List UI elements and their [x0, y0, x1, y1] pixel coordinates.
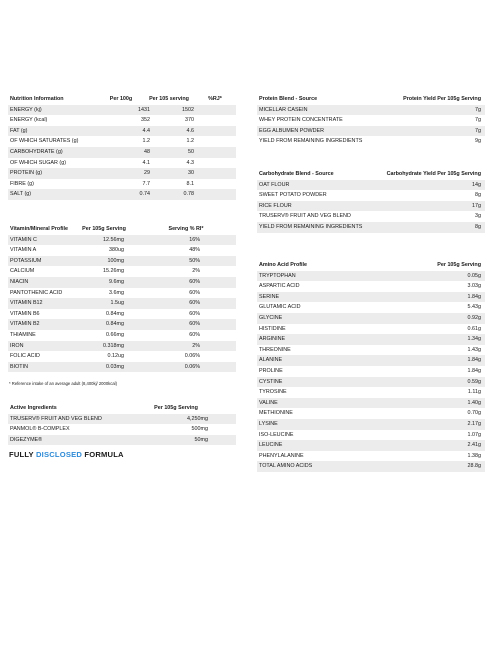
protein-row-label: EGG ALBUMEN POWDER [259, 127, 324, 134]
active-row-label: TRUSERV® FRUIT AND VEG BLEND [10, 415, 102, 422]
vitamins-row-value: 48% [189, 247, 200, 254]
carbs-row-label: RICE FLOUR [259, 202, 292, 209]
active-header-cell: Active Ingredients [10, 405, 57, 411]
amino-row-value: 1.11g [467, 389, 481, 396]
carbs-row [257, 201, 485, 212]
nutrition-row-value: 352 [141, 117, 150, 124]
nutrition-table [8, 94, 236, 200]
vitamins-row-value: 3.6mg [109, 289, 124, 296]
carbs-header-row [257, 169, 485, 180]
carbs-header-cell: Carbohydrate Yield Per 105g Serving [386, 171, 481, 177]
amino-row [257, 271, 485, 282]
amino-row-value: 1.07g [467, 431, 481, 438]
amino-row-label: VALINE [259, 399, 278, 406]
protein-header-row [257, 94, 485, 105]
amino-row [257, 313, 485, 324]
amino-row-value: 3.03g [467, 283, 481, 290]
nutrition-row-label: FIBRE (g) [10, 180, 34, 187]
active-row [8, 424, 236, 435]
vitamins-row-value: 0.318mg [103, 342, 124, 349]
nutrition-row-label: ENERGY (kj) [10, 106, 42, 113]
vitamins-row-label: PANTOTHENIC ACID [10, 289, 63, 296]
footer-disclosed: DISCLOSED [35, 450, 83, 459]
vitamins-row-value: 0.06% [184, 363, 200, 370]
nutrition-row-label: OF WHICH SATURATES (g) [10, 138, 79, 145]
vitamins-row-value: 50% [189, 257, 200, 264]
nutrition-row-label: CARBOHYDRATE (g) [10, 148, 63, 155]
amino-header-cell: Per 105g Serving [437, 262, 481, 268]
amino-acid-table [257, 260, 485, 472]
nutrition-header-cell: %RJ* [208, 96, 222, 102]
vitamins-row-label: VITAMIN B2 [10, 321, 40, 328]
vitamins-row [8, 298, 236, 309]
active-row [8, 414, 236, 425]
nutrition-row-value: 1502 [182, 106, 194, 113]
amino-row-label: HISTIDINE [259, 325, 286, 332]
amino-row-value: 2.17g [467, 420, 481, 427]
carbs-row-label: OAT FLOUR [259, 181, 290, 188]
carbs-row [257, 180, 485, 191]
protein-blend-table [257, 94, 485, 147]
carbs-row-value: 8g [475, 223, 481, 230]
nutrition-row-value: 8.1 [186, 180, 194, 187]
amino-row-value: 5.43g [467, 304, 481, 311]
reference-intake-note: * Reference intake of an average adult (8,400kj/ 2000kcal) [9, 381, 118, 386]
amino-row [257, 366, 485, 377]
footer-formula: FORMULA [82, 450, 124, 459]
protein-row [257, 115, 485, 126]
nutrition-row [8, 179, 236, 190]
amino-row-value: 1.84g [467, 357, 481, 364]
active-ingredients-table [8, 403, 236, 445]
amino-row-value: 1.43g [467, 346, 481, 353]
active-row-label: PANMOL® B-COMPLEX [10, 426, 70, 433]
protein-row-label: WHEY PROTEIN CONCENTRATE [259, 117, 343, 124]
amino-row [257, 451, 485, 462]
active-header-row [8, 403, 236, 414]
vitamins-header-cell: Vitamin/Mineral Profile [10, 226, 69, 232]
vitamins-row-value: 380ug [109, 247, 124, 254]
protein-row [257, 136, 485, 147]
nutrition-row-value: 48 [144, 148, 150, 155]
vitamins-row [8, 277, 236, 288]
amino-row [257, 419, 485, 430]
carbs-row-label: YIELD FROM REMAINING INGREDIENTS [259, 223, 363, 230]
carbs-header-cell: Carbohydrate Blend - Source [259, 171, 334, 177]
carbs-row [257, 211, 485, 222]
amino-row-label: ARGININE [259, 336, 286, 343]
protein-row-label: YIELD FROM REMAINING INGREDIENTS [259, 138, 363, 145]
nutrition-row-value: 1.2 [186, 138, 194, 145]
carbs-row-value: 14g [472, 181, 481, 188]
nutrition-row [8, 168, 236, 179]
vitamins-row-value: 1.5ug [110, 300, 124, 307]
amino-row-value: 1.40g [467, 399, 481, 406]
nutrition-row-label: FAT (g) [10, 127, 28, 134]
vitamins-row-value: 0.84mg [106, 321, 124, 328]
vitamins-row-value: 2% [192, 268, 200, 275]
nutrition-row-value: 0.78 [183, 191, 194, 198]
vitamins-row-value: 9.6mg [109, 278, 124, 285]
amino-row [257, 345, 485, 356]
amino-row-value: 0.59g [467, 378, 481, 385]
amino-row-label: LYSINE [259, 420, 278, 427]
amino-row-value: 1.84g [467, 367, 481, 374]
nutrition-row-label: OF WHICH SUGAR (g) [10, 159, 67, 166]
nutrition-row-value: 1431 [138, 106, 150, 113]
nutrition-row [8, 126, 236, 137]
amino-row [257, 334, 485, 345]
vitamins-row-label: POTASSIUM [10, 257, 42, 264]
amino-row-label: ASPARTIC ACID [259, 283, 300, 290]
carbohydrate-blend-table [257, 169, 485, 233]
vitamins-row [8, 341, 236, 352]
nutrition-header-cell: Per 105 serving [149, 96, 189, 102]
amino-row-label: METHIONINE [259, 410, 293, 417]
vitamins-row [8, 319, 236, 330]
amino-row [257, 430, 485, 441]
amino-row-label: GLUTAMIC ACID [259, 304, 301, 311]
vitamins-row-value: 0.06% [184, 353, 200, 360]
nutrition-row-value: 0.74 [139, 191, 150, 198]
nutrition-row [8, 158, 236, 169]
carbs-row-value: 3g [475, 213, 481, 220]
amino-row [257, 440, 485, 451]
vitamin-mineral-table [8, 224, 236, 372]
vitamins-row [8, 330, 236, 341]
amino-row-value: 1.38g [467, 452, 481, 459]
vitamins-row-value: 0.66mg [106, 331, 124, 338]
amino-row-label: CYSTINE [259, 378, 283, 385]
nutrition-row [8, 136, 236, 147]
vitamins-row [8, 256, 236, 267]
nutrition-row-value: 50 [188, 148, 194, 155]
amino-row [257, 292, 485, 303]
nutrition-row [8, 189, 236, 200]
vitamins-row-value: 15.26mg [103, 268, 124, 275]
protein-row [257, 105, 485, 116]
amino-row-value: 0.61g [467, 325, 481, 332]
amino-row-label: THREONINE [259, 346, 291, 353]
nutrition-row-value: 29 [144, 170, 150, 177]
nutrition-row [8, 115, 236, 126]
vitamins-row-label: CALCIUM [10, 268, 35, 275]
vitamins-row-value: 60% [189, 300, 200, 307]
vitamins-row [8, 245, 236, 256]
nutrition-row-value: 30 [188, 170, 194, 177]
protein-row [257, 126, 485, 137]
active-row [8, 435, 236, 446]
vitamins-row [8, 266, 236, 277]
nutrition-row-value: 4.6 [186, 127, 194, 134]
vitamins-row-value: 0.03mg [106, 363, 124, 370]
vitamins-row-value: 60% [189, 331, 200, 338]
vitamins-row-value: 0.84mg [106, 310, 124, 317]
vitamins-row-value: 60% [189, 321, 200, 328]
amino-row-label: SERINE [259, 293, 280, 300]
nutrition-header-row [8, 94, 236, 105]
protein-header-cell: Protein Blend - Source [259, 96, 318, 102]
vitamins-row-label: IRON [10, 342, 24, 349]
protein-row-value: 7g [475, 127, 481, 134]
nutrition-row-label: SALT (g) [10, 191, 32, 198]
active-row-value: 50mg [194, 436, 208, 443]
nutrition-row [8, 105, 236, 116]
nutrition-row-value: 7.7 [142, 180, 150, 187]
nutrition-row-value: 4.4 [142, 127, 150, 134]
carbs-row [257, 222, 485, 233]
protein-row-value: 7g [475, 117, 481, 124]
carbs-row-label: TRUSERV® FRUIT AND VEG BLEND [259, 213, 351, 220]
amino-row [257, 377, 485, 388]
vitamins-row-value: 60% [189, 310, 200, 317]
vitamins-row [8, 288, 236, 299]
amino-row-label: PROLINE [259, 367, 283, 374]
amino-row [257, 398, 485, 409]
vitamins-row-value: 0.12ug [107, 353, 124, 360]
amino-row-label: ALANINE [259, 357, 283, 364]
amino-row-label: TOTAL AMINO ACIDS [259, 463, 313, 470]
amino-row-label: ISO-LEUCINE [259, 431, 294, 438]
amino-row-label: TRYPTOPHAN [259, 272, 296, 279]
amino-row-value: 1.84g [467, 293, 481, 300]
vitamins-row-value: 2% [192, 342, 200, 349]
vitamins-row-value: 60% [189, 278, 200, 285]
vitamins-row-value: 60% [189, 289, 200, 296]
protein-row-value: 7g [475, 106, 481, 113]
vitamins-row-label: VITAMIN B6 [10, 310, 40, 317]
amino-header-cell: Amino Acid Profile [259, 262, 308, 268]
fully-disclosed-formula-label [9, 450, 124, 459]
amino-row [257, 281, 485, 292]
nutrition-row-value: 4.3 [186, 159, 194, 166]
amino-row-label: PHENYLALANINE [259, 452, 304, 459]
nutrition-row [8, 147, 236, 158]
amino-row-label: LEUCINE [259, 442, 283, 449]
protein-header-cell: Protein Yield Per 105g Serving [403, 96, 481, 102]
amino-row-label: TYROSINE [259, 389, 287, 396]
active-row-value: 4,250mg [187, 415, 208, 422]
vitamins-row-value: 100mg [107, 257, 124, 264]
vitamins-row-label: VITAMIN B12 [10, 300, 43, 307]
vitamins-header-cell: Per 105g Serving [82, 226, 126, 232]
carbs-row-value: 17g [472, 202, 481, 209]
nutrition-row-value: 4.1 [142, 159, 150, 166]
vitamins-row-value: 12.56mg [103, 236, 124, 243]
amino-row [257, 324, 485, 335]
amino-row-value: 0.05g [467, 272, 481, 279]
vitamins-row-label: NIACIN [10, 278, 29, 285]
vitamins-row-label: VITAMIN C [10, 236, 37, 243]
carbs-row [257, 190, 485, 201]
amino-row-value: 28.8g [467, 463, 481, 470]
amino-row [257, 302, 485, 313]
nutrition-row-label: ENERGY (kcal) [10, 117, 48, 124]
carbs-row-label: SWEET POTATO POWDER [259, 192, 327, 199]
amino-row-value: 0.92g [467, 314, 481, 321]
vitamins-row-label: VITAMIN A [10, 247, 37, 254]
amino-row [257, 355, 485, 366]
nutrition-row-label: PROTEIN (g) [10, 170, 43, 177]
amino-header-row [257, 260, 485, 271]
amino-row-label: GLYCINE [259, 314, 283, 321]
protein-row-label: MICELLAR CASEIN [259, 106, 308, 113]
amino-row [257, 461, 485, 472]
vitamins-row-label: FOLIC ACID [10, 353, 40, 360]
vitamins-row [8, 235, 236, 246]
nutrition-header-cell: Nutrition Information [10, 96, 64, 102]
nutrition-row-value: 1.2 [142, 138, 150, 145]
amino-row-value: 2.41g [467, 442, 481, 449]
vitamins-row [8, 362, 236, 373]
active-header-cell: Per 105g Serving [154, 405, 198, 411]
amino-row-value: 0.70g [467, 410, 481, 417]
protein-row-value: 9g [475, 138, 481, 145]
vitamins-row [8, 309, 236, 320]
vitamins-row-label: BIOTIN [10, 363, 28, 370]
vitamins-row [8, 351, 236, 362]
vitamins-header-cell: Serving % RI* [168, 226, 204, 232]
carbs-row-value: 8g [475, 192, 481, 199]
vitamins-row-value: 16% [189, 236, 200, 243]
nutrition-header-cell: Per 100g [109, 96, 133, 102]
nutrition-row-value: 370 [185, 117, 194, 124]
vitamins-row-label: THIAMINE [10, 331, 36, 338]
active-row-label: DIGEZYME® [10, 436, 43, 443]
amino-row-value: 1.34g [467, 336, 481, 343]
amino-row [257, 387, 485, 398]
active-row-value: 500mg [191, 426, 208, 433]
vitamins-header-row [8, 224, 236, 235]
amino-row [257, 408, 485, 419]
footer-fully: FULLY [9, 450, 36, 459]
